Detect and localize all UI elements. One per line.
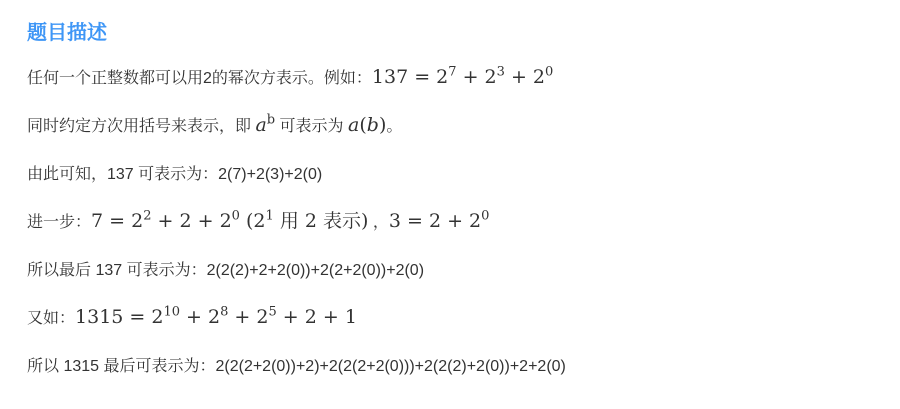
paragraph (27, 209, 873, 236)
math-token: 用 2 表示) (273, 210, 369, 232)
math-formula (389, 210, 490, 232)
text-segment: 同时约定方次用括号来表示，即 (27, 118, 256, 135)
text-segment: 又如： (27, 310, 76, 327)
math-token: + 2 (456, 66, 497, 88)
math-token: 137 = 2 (371, 66, 449, 88)
paragraph (27, 161, 873, 188)
text-segment: 。 (386, 118, 403, 135)
section-title: 题目描述 (27, 22, 107, 44)
math-superscript: 1 (265, 208, 274, 224)
math-token: (2 (239, 210, 266, 232)
math-superscript: 10 (163, 304, 181, 320)
text-segment: 可表示为 (275, 118, 349, 135)
math-formula (372, 66, 553, 88)
math-token: ) (378, 114, 387, 136)
math-formula (255, 114, 275, 136)
math-token: 3 = 2 + 2 (388, 210, 482, 232)
math-superscript: 8 (220, 304, 229, 320)
math-token: 1315 = 2 (75, 306, 164, 328)
paragraph (27, 305, 873, 332)
math-superscript: b (266, 112, 276, 128)
math-token: + 2 + 2 (151, 210, 232, 232)
text-segment: 所以 1315 最后可表示为：2(2(2+2(0))+2)+2(2(2+2(0)))+2(2(2)+2(0))+2+2(0) (27, 358, 566, 375)
math-superscript: 0 (231, 208, 240, 224)
text-segment: ， (368, 214, 389, 231)
text-segment: 由此可知，137 可表示为：2(7)+2(3)+2(0) (27, 166, 323, 183)
math-superscript: 7 (448, 64, 457, 80)
math-superscript: 0 (481, 208, 490, 224)
math-token: + 2 (180, 306, 221, 328)
paragraph (27, 113, 873, 140)
math-token: + 2 (504, 66, 546, 88)
math-token: ( (359, 114, 367, 136)
paragraph (27, 257, 873, 284)
text-segment: 进一步： (27, 214, 92, 231)
math-superscript: 2 (143, 208, 152, 224)
text-segment: 任何一个正整数都可以用2的幂次方表示。例如： (27, 70, 372, 87)
math-token: 7 = 2 (91, 210, 144, 232)
math-superscript: 0 (545, 64, 554, 80)
math-formula (91, 210, 368, 232)
math-superscript: 3 (496, 64, 505, 80)
math-token: b (366, 114, 379, 136)
math-token: + 2 (228, 306, 269, 328)
math-formula (348, 114, 386, 136)
paragraph (27, 65, 873, 92)
paragraph-list (27, 65, 873, 380)
math-superscript: 5 (268, 304, 277, 320)
math-token: a (348, 114, 360, 136)
math-token: a (255, 114, 267, 136)
math-token: + 2 + 1 (276, 306, 357, 328)
math-formula (75, 306, 357, 328)
paragraph (27, 353, 873, 380)
text-segment: 所以最后 137 可表示为：2(2(2)+2+2(0))+2(2+2(0))+2(0) (27, 262, 425, 279)
